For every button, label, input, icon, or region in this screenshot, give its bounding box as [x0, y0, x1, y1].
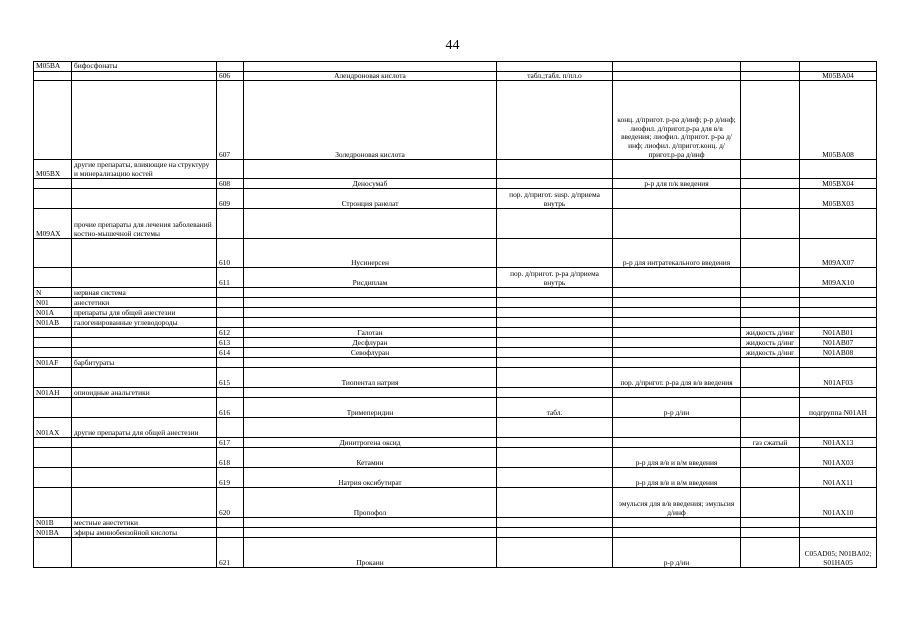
atc-group-code-cell — [34, 348, 72, 358]
atc-group-code-cell — [34, 488, 72, 518]
group-name-cell — [72, 538, 217, 568]
injection-form-cell — [613, 189, 741, 209]
inhalation-form-cell — [741, 528, 800, 538]
row-number-cell — [217, 418, 244, 438]
row-number-cell: 617 — [217, 438, 244, 448]
injection-form-cell — [613, 298, 741, 308]
drug-name-cell: Нусинерсен — [244, 239, 497, 268]
drug-name-cell — [244, 528, 497, 538]
table-row — [34, 308, 877, 318]
inhalation-form-cell — [741, 160, 800, 179]
inhalation-form-cell — [741, 358, 800, 368]
group-name-cell: бифосфонаты — [72, 62, 217, 72]
group-name-cell: препараты для общей анестезии — [72, 308, 217, 318]
injection-form-cell — [613, 308, 741, 318]
inhalation-form-cell — [741, 418, 800, 438]
atc-code-cell — [800, 418, 877, 438]
atc-code-cell: N01AB01 — [800, 328, 877, 338]
row-number-cell — [217, 209, 244, 239]
injection-form-cell — [613, 438, 741, 448]
injection-form-cell: эмульсия для в/в введения; эмульсия д/инф — [613, 488, 741, 518]
atc-group-code-cell — [34, 179, 72, 189]
injection-form-cell — [613, 358, 741, 368]
inhalation-form-cell — [741, 468, 800, 488]
row-number-cell: 607 — [217, 81, 244, 160]
injection-form-cell — [613, 348, 741, 358]
inhalation-form-cell — [741, 209, 800, 239]
table-row — [34, 398, 877, 418]
inhalation-form-cell — [741, 448, 800, 468]
injection-form-cell — [613, 328, 741, 338]
tablet-form-cell — [497, 488, 613, 518]
table-row — [34, 288, 877, 298]
row-number-cell — [217, 308, 244, 318]
row-number-cell — [217, 288, 244, 298]
table-row — [34, 189, 877, 209]
tablet-form-cell — [497, 318, 613, 328]
group-name-cell — [72, 179, 217, 189]
drug-name-cell — [244, 62, 497, 72]
atc-group-code-cell — [34, 71, 72, 81]
row-number-cell: 606 — [217, 71, 244, 81]
atc-group-code-cell — [34, 438, 72, 448]
group-name-cell — [72, 71, 217, 81]
atc-group-code-cell — [34, 81, 72, 160]
table-row — [34, 348, 877, 358]
inhalation-form-cell — [741, 189, 800, 209]
drug-name-cell: Алендроновая кислота — [244, 71, 497, 81]
drug-name-cell — [244, 298, 497, 308]
atc-code-cell: N01AB07 — [800, 338, 877, 348]
injection-form-cell: р-р для в/в и в/м введения — [613, 448, 741, 468]
table-row — [34, 268, 877, 288]
injection-form-cell: р-р д/ин — [613, 398, 741, 418]
tablet-form-cell — [497, 518, 613, 528]
drug-name-cell — [244, 160, 497, 179]
drug-name-cell: Тиопентал натрия — [244, 368, 497, 388]
tablet-form-cell: пор. д/пригот. р-ра д/приема внутрь — [497, 268, 613, 288]
injection-form-cell: р-р д/ин — [613, 538, 741, 568]
atc-code-cell — [800, 318, 877, 328]
page-number: 44 — [445, 38, 460, 53]
group-name-cell — [72, 189, 217, 209]
group-name-cell — [72, 328, 217, 338]
injection-form-cell — [613, 318, 741, 328]
injection-form-cell — [613, 518, 741, 528]
atc-group-code-cell: N01 — [34, 298, 72, 308]
injection-form-cell: р-р для интратекального введения — [613, 239, 741, 268]
row-number-cell: 614 — [217, 348, 244, 358]
atc-code-cell: подгруппа N01AH — [800, 398, 877, 418]
atc-group-code-cell: M05BA — [34, 62, 72, 72]
tablet-form-cell — [497, 388, 613, 398]
group-name-cell — [72, 81, 217, 160]
atc-group-code-cell — [34, 448, 72, 468]
atc-code-cell: N01AF03 — [800, 368, 877, 388]
group-name-cell — [72, 338, 217, 348]
atc-code-cell: M05BA04 — [800, 71, 877, 81]
table-row — [34, 368, 877, 388]
atc-group-code-cell — [34, 189, 72, 209]
tablet-form-cell — [497, 368, 613, 388]
tablet-form-cell — [497, 298, 613, 308]
injection-form-cell — [613, 268, 741, 288]
inhalation-form-cell — [741, 71, 800, 81]
injection-form-cell — [613, 288, 741, 298]
atc-group-code-cell — [34, 268, 72, 288]
table-row — [34, 328, 877, 338]
atc-group-code-cell: N01AH — [34, 388, 72, 398]
table-body — [34, 62, 877, 568]
inhalation-form-cell — [741, 308, 800, 318]
drug-name-cell — [244, 288, 497, 298]
drug-name-cell: Тримеперидин — [244, 398, 497, 418]
drug-name-cell: Пропофол — [244, 488, 497, 518]
row-number-cell — [217, 528, 244, 538]
inhalation-form-cell: жидкость д/инг — [741, 338, 800, 348]
inhalation-form-cell — [741, 288, 800, 298]
atc-group-code-cell: N — [34, 288, 72, 298]
group-name-cell — [72, 368, 217, 388]
drug-name-cell: Кетамин — [244, 448, 497, 468]
table-row — [34, 209, 877, 239]
drug-name-cell: Динитрогена оксид — [244, 438, 497, 448]
table-row — [34, 239, 877, 268]
group-name-cell: барбитураты — [72, 358, 217, 368]
row-number-cell — [217, 318, 244, 328]
tablet-form-cell — [497, 179, 613, 189]
injection-form-cell — [613, 71, 741, 81]
inhalation-form-cell — [741, 179, 800, 189]
group-name-cell — [72, 438, 217, 448]
row-number-cell: 612 — [217, 328, 244, 338]
injection-form-cell — [613, 160, 741, 179]
row-number-cell: 620 — [217, 488, 244, 518]
tablet-form-cell — [497, 448, 613, 468]
atc-group-code-cell — [34, 328, 72, 338]
drug-name-cell: Деносумаб — [244, 179, 497, 189]
injection-form-cell — [613, 528, 741, 538]
inhalation-form-cell — [741, 298, 800, 308]
group-name-cell: опиоидные анальгетики — [72, 388, 217, 398]
injection-form-cell — [613, 338, 741, 348]
group-name-cell — [72, 468, 217, 488]
tablet-form-cell — [497, 358, 613, 368]
tablet-form-cell — [497, 418, 613, 438]
atc-code-cell: M05BX03 — [800, 189, 877, 209]
atc-code-cell — [800, 288, 877, 298]
row-number-cell: 615 — [217, 368, 244, 388]
inhalation-form-cell: жидкость д/инг — [741, 348, 800, 358]
table-row — [34, 418, 877, 438]
table-row — [34, 179, 877, 189]
tablet-form-cell — [497, 81, 613, 160]
inhalation-form-cell: газ сжатый — [741, 438, 800, 448]
row-number-cell: 621 — [217, 538, 244, 568]
group-name-cell — [72, 488, 217, 518]
drug-name-cell: Рисдиплам — [244, 268, 497, 288]
tablet-form-cell — [497, 538, 613, 568]
tablet-form-cell — [497, 160, 613, 179]
injection-form-cell — [613, 209, 741, 239]
row-number-cell — [217, 518, 244, 528]
atc-code-cell: M05BA08 — [800, 81, 877, 160]
inhalation-form-cell — [741, 81, 800, 160]
table-row — [34, 528, 877, 538]
atc-group-code-cell — [34, 398, 72, 418]
atc-code-cell — [800, 209, 877, 239]
tablet-form-cell — [497, 468, 613, 488]
row-number-cell: 619 — [217, 468, 244, 488]
table-row — [34, 448, 877, 468]
group-name-cell — [72, 239, 217, 268]
drug-name-cell: Натрия оксибутират — [244, 468, 497, 488]
inhalation-form-cell — [741, 239, 800, 268]
tablet-form-cell — [497, 239, 613, 268]
table-row — [34, 62, 877, 72]
atc-code-cell: M09AX10 — [800, 268, 877, 288]
inhalation-form-cell: жидкость д/инг — [741, 328, 800, 338]
table-row — [34, 518, 877, 528]
atc-code-cell: M05BX04 — [800, 179, 877, 189]
injection-form-cell — [613, 388, 741, 398]
row-number-cell — [217, 358, 244, 368]
inhalation-form-cell — [741, 398, 800, 418]
tablet-form-cell: пор. д/пригот. susp. д/приема внутрь — [497, 189, 613, 209]
inhalation-form-cell — [741, 268, 800, 288]
group-name-cell: нервная система — [72, 288, 217, 298]
injection-form-cell: р-р для п/к введения — [613, 179, 741, 189]
table-row — [34, 71, 877, 81]
inhalation-form-cell — [741, 62, 800, 72]
atc-group-code-cell: N01B — [34, 518, 72, 528]
atc-group-code-cell: N01AB — [34, 318, 72, 328]
atc-group-code-cell — [34, 239, 72, 268]
group-name-cell — [72, 398, 217, 418]
atc-code-cell: N01AX13 — [800, 438, 877, 448]
drug-name-cell — [244, 318, 497, 328]
table-row — [34, 298, 877, 308]
injection-form-cell: пор. д/пригот. р-ра для в/в введения — [613, 368, 741, 388]
row-number-cell — [217, 298, 244, 308]
row-number-cell: 611 — [217, 268, 244, 288]
atc-code-cell — [800, 388, 877, 398]
drug-name-cell — [244, 388, 497, 398]
tablet-form-cell — [497, 328, 613, 338]
drug-name-cell: Стронция ранелат — [244, 189, 497, 209]
atc-group-code-cell: N01BA — [34, 528, 72, 538]
drug-name-cell: Десфлуран — [244, 338, 497, 348]
inhalation-form-cell — [741, 388, 800, 398]
group-name-cell: другие препараты, влияющие на структуру и минерализацию костей — [72, 160, 217, 179]
atc-code-cell — [800, 298, 877, 308]
group-name-cell: анестетики — [72, 298, 217, 308]
drug-name-cell — [244, 358, 497, 368]
atc-code-cell: N01AX03 — [800, 448, 877, 468]
table-row — [34, 358, 877, 368]
drug-list-table — [33, 61, 877, 568]
table-row — [34, 488, 877, 518]
group-name-cell: галогенированные углеводороды — [72, 318, 217, 328]
atc-code-cell: N01AX11 — [800, 468, 877, 488]
tablet-form-cell — [497, 348, 613, 358]
table-row — [34, 438, 877, 448]
atc-code-cell: C05AD05; N01BA02; S01HA05 — [800, 538, 877, 568]
injection-form-cell: конц. д/пригот. р-ра д/инф; р-р д/инф; лиофил. д/пригот.р-ра для в/в введения; лиофил. д/пригот. р-ра д/инф; лиофил. д/пригот.конц. д/пригот.р-ра д/инф — [613, 81, 741, 160]
row-number-cell: 610 — [217, 239, 244, 268]
atc-code-cell: N01AX10 — [800, 488, 877, 518]
inhalation-form-cell — [741, 368, 800, 388]
row-number-cell: 608 — [217, 179, 244, 189]
atc-code-cell — [800, 308, 877, 318]
injection-form-cell — [613, 62, 741, 72]
drug-name-cell — [244, 209, 497, 239]
atc-code-cell — [800, 528, 877, 538]
row-number-cell — [217, 160, 244, 179]
group-name-cell — [72, 448, 217, 468]
atc-group-code-cell: M05BX — [34, 160, 72, 179]
drug-name-cell — [244, 518, 497, 528]
atc-group-code-cell: N01AX — [34, 418, 72, 438]
atc-group-code-cell: M09AX — [34, 209, 72, 239]
tablet-form-cell — [497, 209, 613, 239]
inhalation-form-cell — [741, 488, 800, 518]
drug-name-cell — [244, 418, 497, 438]
group-name-cell — [72, 268, 217, 288]
table-row — [34, 81, 877, 160]
tablet-form-cell — [497, 338, 613, 348]
row-number-cell — [217, 388, 244, 398]
drug-name-cell: Золедроновая кислота — [244, 81, 497, 160]
atc-group-code-cell — [34, 368, 72, 388]
atc-code-cell — [800, 62, 877, 72]
injection-form-cell: р-р для в/в и в/м введения — [613, 468, 741, 488]
inhalation-form-cell — [741, 538, 800, 568]
table-row — [34, 538, 877, 568]
group-name-cell: прочие препараты для лечения заболеваний костно-мышечной системы — [72, 209, 217, 239]
tablet-form-cell: табл. — [497, 398, 613, 418]
table-row — [34, 388, 877, 398]
table-row — [34, 468, 877, 488]
atc-code-cell: N01AB08 — [800, 348, 877, 358]
atc-code-cell — [800, 160, 877, 179]
tablet-form-cell — [497, 62, 613, 72]
drug-name-cell: Галотан — [244, 328, 497, 338]
tablet-form-cell — [497, 528, 613, 538]
row-number-cell: 613 — [217, 338, 244, 348]
atc-group-code-cell — [34, 538, 72, 568]
tablet-form-cell: табл.;табл. п/пл.о — [497, 71, 613, 81]
group-name-cell: эфиры аминобензойной кислоты — [72, 528, 217, 538]
group-name-cell: местные анестетики — [72, 518, 217, 528]
injection-form-cell — [613, 418, 741, 438]
atc-group-code-cell: N01A — [34, 308, 72, 318]
tablet-form-cell — [497, 438, 613, 448]
group-name-cell — [72, 348, 217, 358]
table-row — [34, 318, 877, 328]
table-row — [34, 160, 877, 179]
row-number-cell: 616 — [217, 398, 244, 418]
atc-code-cell — [800, 518, 877, 528]
inhalation-form-cell — [741, 318, 800, 328]
tablet-form-cell — [497, 308, 613, 318]
drug-name-cell — [244, 308, 497, 318]
group-name-cell: другие препараты для общей анестезии — [72, 418, 217, 438]
row-number-cell: 618 — [217, 448, 244, 468]
row-number-cell — [217, 62, 244, 72]
atc-group-code-cell — [34, 338, 72, 348]
atc-group-code-cell — [34, 468, 72, 488]
atc-group-code-cell: N01AF — [34, 358, 72, 368]
tablet-form-cell — [497, 288, 613, 298]
drug-name-cell: Прокаин — [244, 538, 497, 568]
inhalation-form-cell — [741, 518, 800, 528]
atc-code-cell — [800, 358, 877, 368]
drug-name-cell: Севофлуран — [244, 348, 497, 358]
table-row — [34, 338, 877, 348]
atc-code-cell: M09AX07 — [800, 239, 877, 268]
row-number-cell: 609 — [217, 189, 244, 209]
